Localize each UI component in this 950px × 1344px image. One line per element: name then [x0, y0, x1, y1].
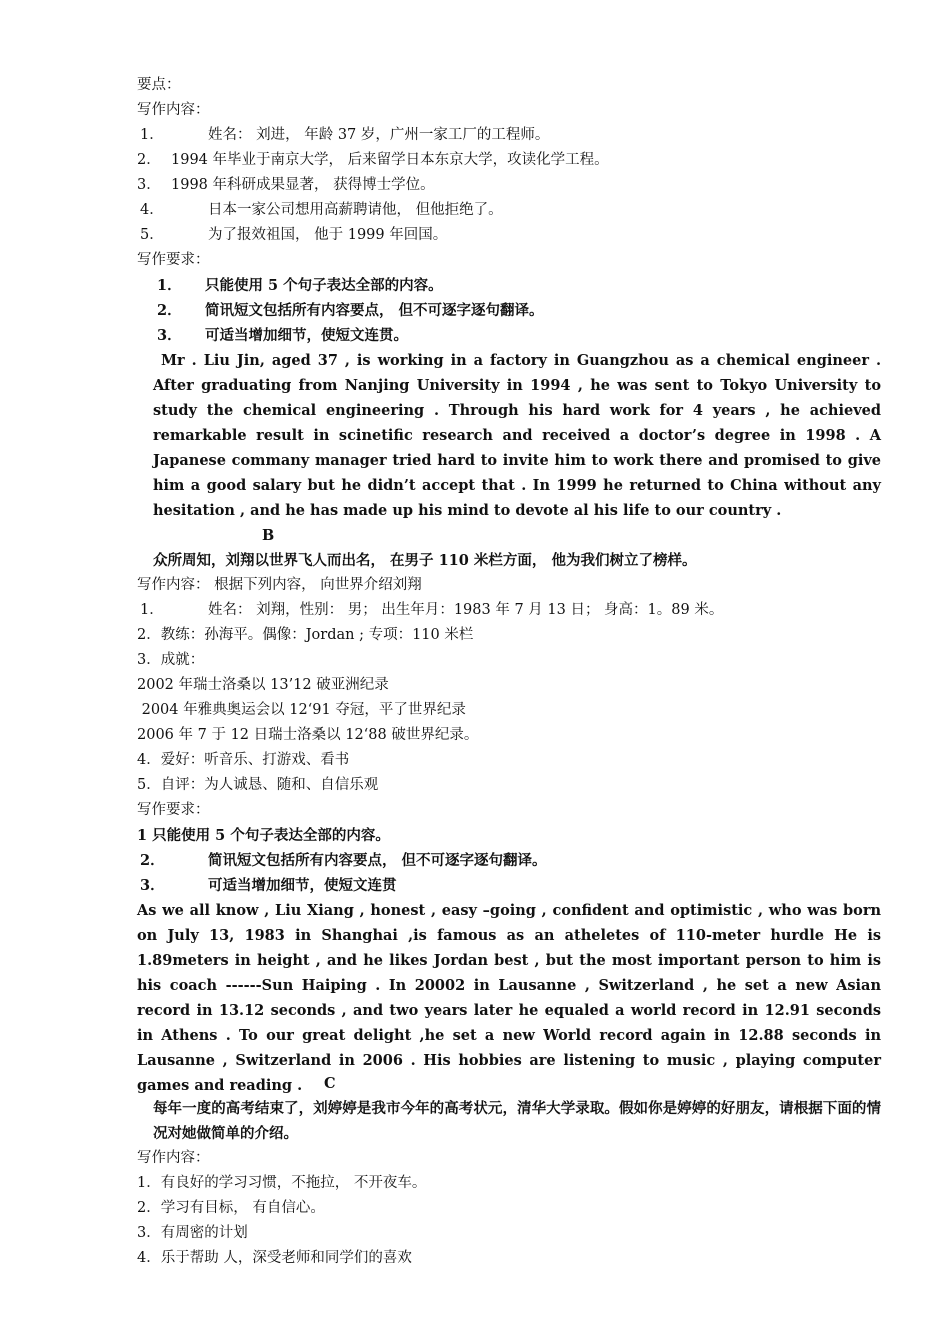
list-item: 2．教练：孙海平。偶像：Jordan ; 专项：110 米栏: [137, 627, 474, 643]
item-number: 3．: [157, 327, 182, 344]
item-text: 为了报效祖国， 他于 1999 年回国。: [208, 227, 448, 243]
item-text: 简讯短文包括所有内容要点， 但不可逐字逐句翻译。: [205, 302, 544, 319]
list-item: 3．有周密的计划: [137, 1225, 248, 1241]
section-b-label: B: [262, 527, 275, 544]
item-number: 2．: [137, 152, 161, 168]
list-item: [140, 123, 549, 148]
item-text: 可适当增加细节，使短文连贯: [208, 877, 397, 894]
section-b-intro: 众所周知，刘翔以世界飞人而出名， 在男子 110 米栏方面， 他为我们树立了榜样。: [153, 552, 697, 569]
requirement-item: [140, 848, 547, 873]
section-c-label: C: [324, 1075, 336, 1092]
list-item: 2．学习有目标， 有自信心。: [137, 1200, 325, 1216]
sample-answer-a: Mr . Liu Jin, aged 37 , is working in a factory in Guangzhou as a chemical engineer . After graduating from Nanjing University in 1994 , he was sent to Tokyo University to study the chemical engineering . Through his hard work for 4 years , he achieved remarkable result in scinetific research and received a doctor’s degree in 1998 . A Japanese commany manager tried hard to invite him to work there and promised to give him a good salary but he didn’t accept that . In 1999 he returned to China without any hesitation , and he has made up his mind to devote al his life to our country .: [153, 352, 881, 519]
item-text: 姓名： 刘进， 年龄 37 岁，广州一家工厂的工程师。: [208, 127, 550, 143]
content-heading: 写作内容：: [137, 1150, 210, 1166]
sample-answer-b: As we all know , Liu Xiang , honest , easy –going , confident and optimistic , who was born on July 13, 1983 in Shanghai ,is famous as an atheletes of 110-meter hurdle He is 1.89meters in height , and he likes Jordan best , but the most important person to him is his coach ------Sun Haiping . In 20002 in Lausanne , Switzerland , he set a new Asian record in 13.12 seconds , and two years later he equaled a world record in 12.91 seconds in Athens . To our great delight ,he set a new World record again in 12.88 seconds in Lausanne , Switzerland in 2006 . His hobbies are listening to music , playing computer games and reading .: [137, 902, 881, 1094]
item-text: 1994 年毕业于南京大学， 后来留学日本东京大学，攻读化学工程。: [171, 152, 609, 168]
content-heading: 写作内容：: [137, 102, 210, 118]
list-item: [140, 198, 503, 223]
achievement-item: 2006 年 7 于 12 日瑞士洛桑以 12‘88 破世界纪录。: [137, 727, 479, 743]
list-item: 4．爱好：听音乐、打游戏、看书: [137, 752, 350, 768]
list-item: [140, 223, 447, 248]
item-text: 日本一家公司想用高薪聘请他， 但他拒绝了。: [208, 202, 503, 218]
list-item: [140, 598, 723, 623]
item-number: 3．: [137, 177, 161, 193]
item-number: 1．: [140, 602, 164, 618]
item-text: 简讯短文包括所有内容要点， 但不可逐字逐句翻译。: [208, 852, 547, 869]
item-text: 只能使用 5 个句子表达全部的内容。: [205, 277, 443, 294]
item-number: 1．: [157, 277, 182, 294]
item-number: 2．: [157, 302, 182, 319]
item-number: 3．: [140, 877, 165, 894]
list-item: 5．自评：为人诚恳、随和、自信乐观: [137, 777, 379, 793]
list-item: [137, 173, 435, 198]
list-item: 1．有良好的学习习惯，不拖拉， 不开夜车。: [137, 1175, 427, 1191]
requirement-item: [157, 323, 408, 348]
list-item: 4．乐于帮助 人，深受老师和同学们的喜欢: [137, 1250, 412, 1266]
requirement-item: [157, 298, 544, 323]
requirements-heading: 写作要求：: [137, 802, 210, 818]
section-c-intro: 每年一度的高考结束了，刘婷婷是我市今年的高考状元，清华大学录取。假如你是婷婷的好朋友，请根据下面的情况对她做简单的介绍。: [153, 1100, 881, 1142]
list-item: [137, 148, 609, 173]
requirement-item: [157, 273, 443, 298]
requirement-item: 1 只能使用 5 个句子表达全部的内容。: [137, 827, 390, 844]
achievement-item: 2002 年瑞士洛桑以 13’12 破亚洲纪录: [137, 677, 389, 693]
item-number: 5．: [140, 227, 164, 243]
item-text: 姓名： 刘翔，性别： 男； 出生年月：1983 年 7 月 13 日； 身高：1。89 米。: [208, 602, 724, 618]
item-text: 可适当增加细节，使短文连贯。: [205, 327, 408, 344]
item-number: 1．: [140, 127, 164, 143]
achievement-item: 2004 年雅典奥运会以 12‘91 夺冠，平了世界纪录: [137, 702, 466, 718]
item-text: 1998 年科研成果显著， 获得博士学位。: [171, 177, 435, 193]
item-number: 2．: [140, 852, 165, 869]
list-item: 3．成就：: [137, 652, 205, 668]
requirement-item: [140, 873, 397, 898]
requirements-heading: 写作要求：: [137, 252, 210, 268]
content-heading: 写作内容： 根据下列内容， 向世界介绍刘翔: [137, 577, 422, 593]
item-number: 4．: [140, 202, 164, 218]
key-points-label: 要点：: [137, 77, 181, 93]
